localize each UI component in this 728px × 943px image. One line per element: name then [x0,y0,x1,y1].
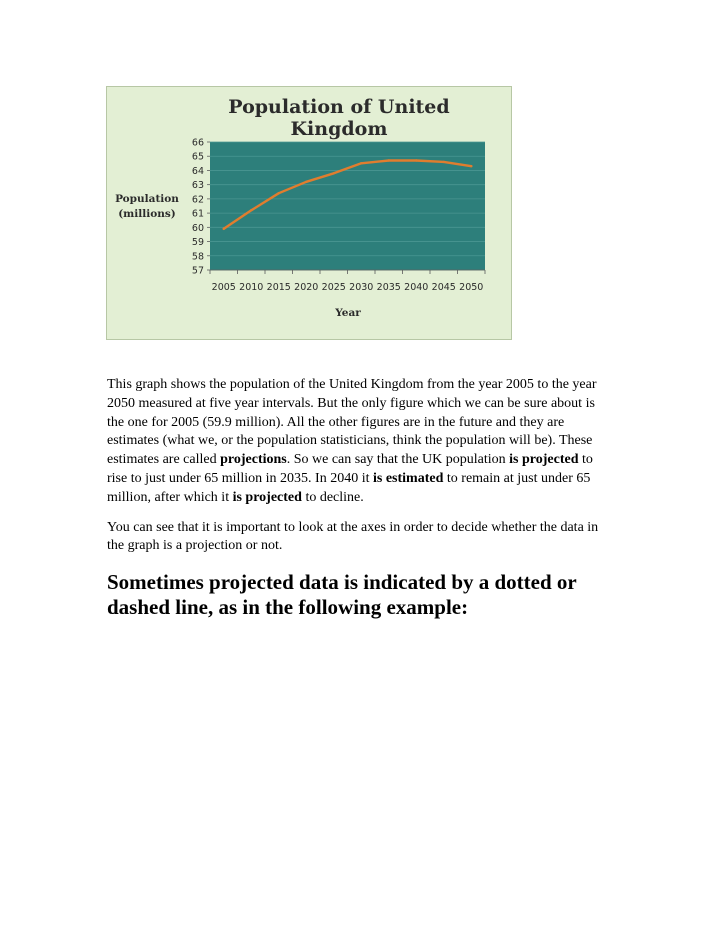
y-axis-title: Population [115,193,179,205]
chart-title-line: Population of United [228,96,450,118]
x-tick-label: 2015 [266,282,291,293]
y-tick-label: 58 [191,251,204,263]
y-tick-label: 64 [191,165,204,177]
bold-term: is projected [509,452,579,468]
y-tick-label: 60 [191,222,204,234]
y-axis-title: (millions) [118,208,176,220]
paragraph [107,519,612,557]
bold-term: is projected [232,489,302,505]
chart-title-line: Kingdom [290,118,388,140]
x-tick-label: 2005 [211,282,236,293]
y-tick-label: 65 [191,151,204,163]
chart-panel [106,86,512,340]
data-point [388,159,390,161]
text-run: You can see that it is important to look at the axes in order to decide whether the data in the graph is a projection or not. [107,519,599,554]
y-tick-label: 57 [191,265,204,277]
bold-term: is estimated [373,470,444,486]
text-run: to decline. [301,489,364,505]
y-tick-label: 62 [191,194,204,206]
paragraph [107,376,612,508]
section-heading: Sometimes projected data is indicated by a dotted or dashed line, as in the following example: [107,570,577,619]
y-tick-label: 66 [191,137,204,149]
y-tick-label: 61 [191,208,204,220]
x-tick-label: 2010 [239,282,264,293]
text-run: to rise to just under 65 million in 2035. In 2040 it [107,452,593,486]
x-tick-label: 2020 [294,282,319,293]
data-point [333,172,335,174]
x-tick-label: 2045 [431,282,456,293]
body-text [107,376,612,567]
text-run: to remain at just under 65 million, after which it [107,470,591,505]
data-point [250,209,252,211]
data-point [223,228,225,230]
x-tick-label: 2025 [321,282,346,293]
data-point [305,181,307,183]
y-tick-label: 59 [191,237,204,249]
data-point [360,162,362,164]
x-tick-label: 2040 [404,282,429,293]
data-point [470,165,472,167]
x-tick-label: 2035 [376,282,401,293]
population-line-chart [107,87,513,341]
data-point [443,161,445,163]
bold-term: projections [220,452,287,468]
text-run: This graph shows the population of the United Kingdom from the year 2005 to the year 2050 measured at five year intervals. But the only figure which we can be sure about is the one for 2005 (59.9 million). All the other figures are in the future and they are estimates (what we, or the population statisticians, think the population will be). These estimates are called [107,377,597,468]
y-tick-label: 63 [191,180,204,192]
x-axis-title: Year [335,307,361,319]
data-point [415,159,417,161]
x-tick-label: 2050 [459,282,484,293]
x-tick-label: 2030 [349,282,374,293]
text-run: . So we can say that the UK population [286,452,510,468]
data-point [278,192,280,194]
